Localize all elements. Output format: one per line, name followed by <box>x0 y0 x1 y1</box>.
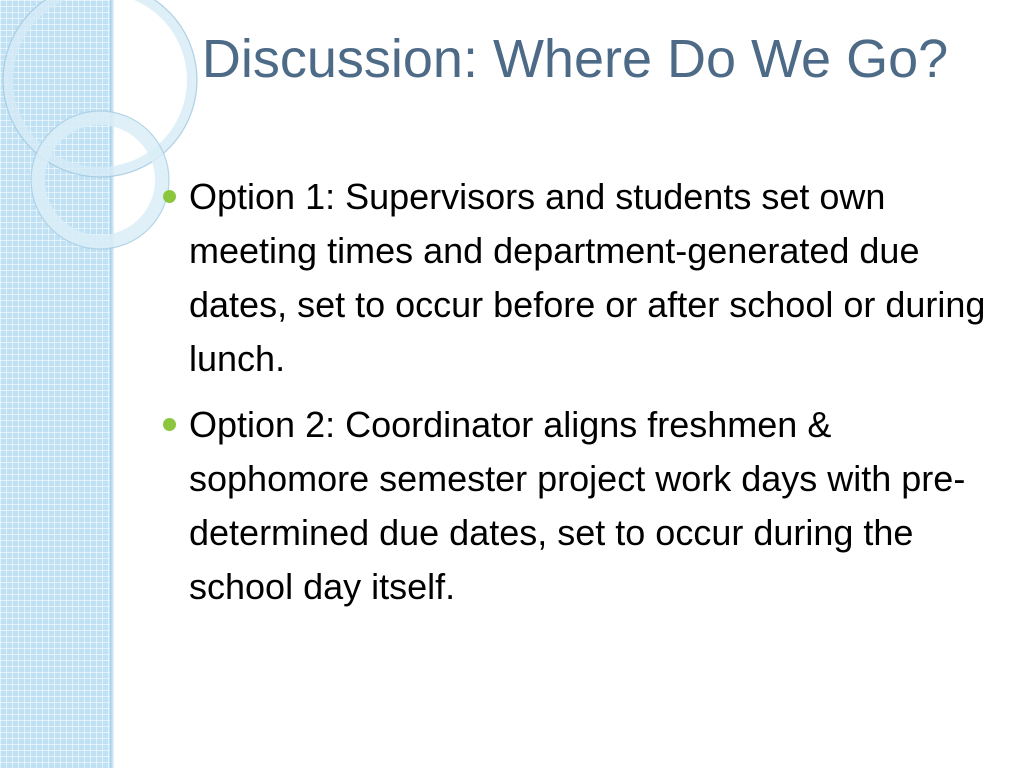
bullet-text: Option 2: Coordinator aligns freshmen & sophomore semester project work days with pre-determined due dates, set to occur during the school day itself. <box>189 404 966 607</box>
bullet-item-option-2 <box>162 398 997 614</box>
bullet-dot-icon <box>163 190 176 203</box>
bullet-item-option-1 <box>162 170 997 386</box>
ring-small <box>38 118 162 242</box>
slide-title: Discussion: Where Do We Go? <box>201 29 949 89</box>
bullet-text: Option 1: Supervisors and students set own meeting times and department-generated due dates, set to occur before or after school or during lunch. <box>189 176 986 379</box>
bullet-dot-icon <box>163 418 176 431</box>
bullet-list <box>162 170 997 626</box>
